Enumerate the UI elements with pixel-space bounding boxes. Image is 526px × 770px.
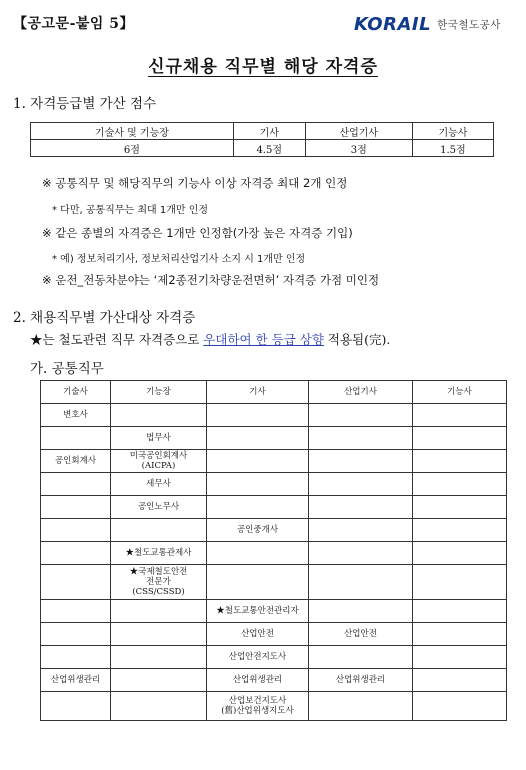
common-cell — [41, 623, 111, 646]
common-cell — [309, 565, 413, 600]
common-cell — [413, 496, 507, 519]
page-title-text: 신규채용 직무별 해당 자격증 — [148, 57, 378, 77]
common-table-row — [41, 646, 507, 669]
common-cell: ★철도교통관제사 — [111, 542, 207, 565]
common-cell: 산업위생관리 — [309, 669, 413, 692]
common-table-row — [41, 519, 507, 542]
notice-tag: 【공고문-붙임 5】 — [13, 16, 135, 32]
page-title — [0, 52, 526, 77]
common-cell — [207, 450, 309, 473]
section1-heading: 1. 자격등급별 가산 점수 — [13, 96, 157, 112]
common-table-row — [41, 692, 507, 721]
common-cell: 산업위생관리 — [207, 669, 309, 692]
common-cell — [309, 450, 413, 473]
score-value-cell: 6점 — [31, 140, 234, 157]
common-cell: 공인회계사 — [41, 450, 111, 473]
score-table — [30, 122, 494, 157]
score-table-row — [31, 140, 494, 157]
common-cell: 산업안전지도사 — [207, 646, 309, 669]
score-value-cell: 4.5점 — [233, 140, 305, 157]
common-table-row — [41, 473, 507, 496]
common-cell — [207, 565, 309, 600]
korail-logo — [354, 12, 501, 36]
note-max-certs: ※ 공통직무 및 해당직무의 기능사 이상 자격증 최대 2개 인정 — [42, 176, 348, 190]
common-cell: 세무사 — [111, 473, 207, 496]
common-cell: 법무사 — [111, 427, 207, 450]
score-header-cell: 산업기사 — [305, 123, 412, 140]
common-cell: 공인노무사 — [111, 496, 207, 519]
common-cell — [207, 427, 309, 450]
common-header-cell: 기술사 — [41, 381, 111, 404]
common-cell — [111, 646, 207, 669]
common-cell — [413, 542, 507, 565]
note-example: * 예) 정보처리기사, 정보처리산업기사 소지 시 1개만 인정 — [52, 254, 306, 265]
common-header-cell: 산업기사 — [309, 381, 413, 404]
common-cell — [413, 450, 507, 473]
note-common-limit: * 다만, 공통직무는 최대 1개만 인정 — [52, 205, 209, 216]
common-cell — [207, 542, 309, 565]
common-cell — [207, 473, 309, 496]
common-header-cell: 기능장 — [111, 381, 207, 404]
common-cell — [413, 427, 507, 450]
upgrade-link[interactable]: 우대하여 한 등급 상향 — [203, 332, 324, 347]
common-cell: ★국제철도안전 전문가 (CSS/CSSD) — [111, 565, 207, 600]
common-table-row — [41, 542, 507, 565]
common-cell: 산업안전 — [309, 623, 413, 646]
note-driving-license: ※ 운전_전동차분야는 ‘제2종전기차량운전면허’ 자격증 가점 미인정 — [42, 273, 380, 287]
common-cell — [111, 692, 207, 721]
common-cell — [309, 404, 413, 427]
common-cell — [413, 600, 507, 623]
common-cell: 공인중개사 — [207, 519, 309, 542]
common-cell — [111, 623, 207, 646]
common-cell — [111, 404, 207, 427]
common-header-cell: 기사 — [207, 381, 309, 404]
common-cell — [413, 519, 507, 542]
common-cell — [41, 542, 111, 565]
common-cell — [413, 646, 507, 669]
common-cell — [413, 404, 507, 427]
common-cell: 미국공인회계사 (AICPA) — [111, 450, 207, 473]
common-cell — [41, 565, 111, 600]
common-cell — [207, 496, 309, 519]
common-cell — [41, 692, 111, 721]
logo-text: 한국철도공사 — [437, 18, 501, 31]
score-header-cell: 기능사 — [412, 123, 493, 140]
common-cell — [41, 600, 111, 623]
common-table-row — [41, 404, 507, 427]
score-header-cell: 기사 — [233, 123, 305, 140]
section2-heading: 2. 채용직무별 가산대상 자격증 — [13, 310, 196, 326]
common-table-row — [41, 623, 507, 646]
common-duty-table — [40, 380, 507, 721]
common-cell — [41, 519, 111, 542]
railway-bonus-suffix: 적용됨(完). — [323, 332, 391, 347]
common-cell — [309, 542, 413, 565]
common-table-header — [41, 381, 507, 404]
common-cell — [413, 623, 507, 646]
common-cell — [309, 473, 413, 496]
common-cell — [309, 427, 413, 450]
common-cell — [111, 519, 207, 542]
common-table-row — [41, 600, 507, 623]
common-cell — [41, 427, 111, 450]
common-cell — [309, 692, 413, 721]
common-cell — [111, 600, 207, 623]
common-cell — [309, 519, 413, 542]
common-header-cell: 기능사 — [413, 381, 507, 404]
common-cell — [309, 496, 413, 519]
common-cell — [413, 473, 507, 496]
common-table-row — [41, 427, 507, 450]
common-duty-heading: 가. 공통직무 — [30, 361, 104, 377]
score-value-cell: 1.5점 — [412, 140, 493, 157]
score-value-cell: 3점 — [305, 140, 412, 157]
common-table-row — [41, 450, 507, 473]
common-cell — [309, 600, 413, 623]
common-cell: 산업안전 — [207, 623, 309, 646]
common-cell — [413, 669, 507, 692]
common-cell: ★철도교통안전관리자 — [207, 600, 309, 623]
common-cell — [41, 496, 111, 519]
common-cell: 산업보건지도사 (舊)산업위생지도사 — [207, 692, 309, 721]
common-cell: 변호사 — [41, 404, 111, 427]
common-cell — [111, 669, 207, 692]
common-cell — [207, 404, 309, 427]
common-cell — [309, 646, 413, 669]
railway-bonus-note — [30, 330, 390, 348]
common-cell: 산업위생관리 — [41, 669, 111, 692]
score-table-header — [31, 123, 494, 140]
common-table-row — [41, 496, 507, 519]
score-header-cell: 기술사 및 기능장 — [31, 123, 234, 140]
common-cell — [413, 692, 507, 721]
note-same-type: ※ 같은 종별의 자격증은 1개만 인정함(가장 높은 자격증 기입) — [42, 226, 353, 240]
logo-mark: KORAIL — [354, 13, 432, 35]
common-cell — [41, 473, 111, 496]
common-cell — [41, 646, 111, 669]
common-cell — [413, 565, 507, 600]
railway-bonus-prefix: ★는 철도관련 직무 자격증으로 — [30, 332, 204, 347]
common-table-row — [41, 669, 507, 692]
common-table-row — [41, 565, 507, 600]
